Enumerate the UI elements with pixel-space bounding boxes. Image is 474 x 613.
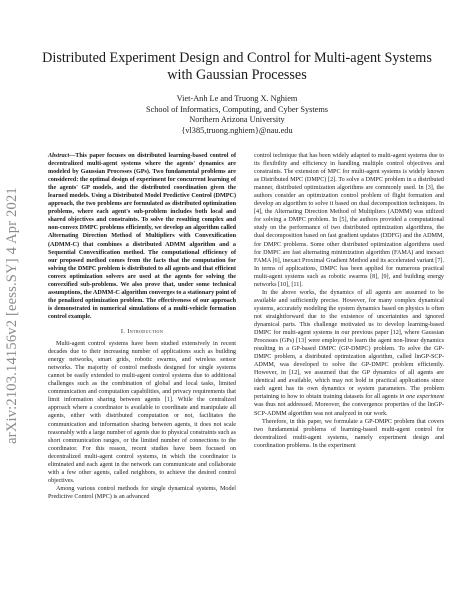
abstract-label: Abstract	[48, 153, 70, 159]
intro-paragraph-4-text-a: In the above works, the dynamics of all agents are assumed to be available and sufficiently precise. However, for many complex dynamical systems, accurately modeling the system dynamics based on physics is often not straightforward due to the existence of uncertainties and ignored dynamical parts. This challenge motivated us to develop learning-based DMPC for multi-agent systems in our previous paper [12], where Gaussian Processes (GPs) [13] were employed to learn the agent non-linear dynamics resulting in a GP-based DMPC (GP-DMPC) problem. To solve the GP-DMPC problem, a distributed optimization algorithm, called linGP-SCP-ADMM, was developed to solve the GP-DMPC problem efficiently. However, in [12], we assumed that the GP dynamics of all agents are identical and available, which may not hold in practical applications since each agent has its own dynamics or system parameters. The problem pertaining to how to obtain training datasets for all agents	[254, 289, 444, 401]
author-names: Viet-Anh Le and Truong X. Nghiem	[176, 94, 298, 103]
paper-title: Distributed Experiment Design and Control for Multi-agent Systems with Gaussian Processes	[42, 50, 432, 83]
author-affiliation-university: Northern Arizona University	[189, 115, 285, 125]
intro-paragraph-4-emphasis: in one experiment	[399, 394, 444, 401]
author-email: {vl385,truong.nghiem}@nau.edu	[181, 125, 293, 135]
intro-paragraph-5: Therefore, in this paper, we formulate a GP-DMPC problem that covers two fundamental problems of learning-based multi-agent control for decentralized multi-agent systems, namely experiment design and coordination problems. In the experiment	[254, 418, 444, 449]
section-heading-introduction: I. Introduction	[120, 327, 164, 335]
abstract-dash: —	[69, 153, 76, 159]
arxiv-stamp	[4, 150, 20, 480]
arxiv-identifier: arXiv:2103.14156v2 [eess.SY] 4 Apr 2021	[3, 186, 20, 444]
intro-paragraph-3: control technique that has been widely adapted to multi-agent systems due to its flexibility and efficiency in handling multiple control objectives and constraints. The extension of MPC for multi-agent systems is widely known as Distributed MPC (DMPC) [2]. To solve a DMPC problem in a distributed manner, distributed optimization algorithms are commonly used. In [3], the authors consider an optimization control problem of flight formation and develop an algorithm to solve it based on dual decomposition techniques. In [4], the Alternating Direction Method of Multipliers (ADMM) was utilized for solving a DMPC problem. In [5], the authors provided a computational study on the performance of two distributed optimization algorithms, the dual decomposition based on fast gradient updates (DDFG) and the ADMM, for DMPC problems. Some other distributed optimization algorithms used for DMPC are fast alternating minimization algorithm (FAMA) and inexact FAMA [6], inexact Proximal Gradient Method and its accelerated variant [7]. In terms of applications, DMPC has been applied for numerous practical multi-agent systems such as robotic swarms [8], [9], and building energy networks [10], [11].	[254, 153, 444, 288]
intro-paragraph-1: Multi-agent control systems have been studied extensively in recent decades due to their increasing number of applications such as building energy networks, smart grids, robotic swarms, and wireless sensor networks. The majority of control methods designed for single systems cannot be easily extended to multi-agent control systems due to additional challenges such as the combination of global and local tasks, limited communication and computation capabilities, and privacy requirements that limit information sharing between agents [1]. While the centralized approach where a coordinator is available to coordinate and manipulate all agents, either with distributed computation or not, facilitates the communication and information sharing between agents, it does not scale reasonably with a large number of agents due to physical constraints such as short communication ranges, or the limited number of connections to the coordinator. For this reason, recent studies have been focused on decentralized multi-agent control systems, in which the coordinator is eliminated and each agent in the network can communicate and collaborate with a few other agents, called neighbors, to achieve the desired control objectives.	[48, 341, 236, 484]
abstract	[48, 152, 236, 321]
intro-paragraph-2: Among various control methods for single dynamical systems, Model Predictive Control (MPC) is an advanced	[48, 485, 236, 500]
author-affiliation-school: School of Informatics, Computing, and Cyber Systems	[145, 104, 329, 114]
left-column	[48, 152, 236, 501]
intro-paragraph-4-text-b: was thus not addressed. Moreover, the convergence properties of the linGP-SCP-ADMM algorithm was not analyzed in our work.	[254, 402, 444, 417]
abstract-text: This paper focuses on distributed learning-based control of decentralized multi-agent systems where the agents' dynamics are modeled by Gaussian Processes (GPs). Two fundamental problems are considered: the optimal design of experiment for concurrent learning of the agents' GP models, and the distributed coordination given the learned models. Using a Distributed Model Predictive Control (DMPC) approach, the two problems are formulated as distributed optimization problems, where each agent's sub-problem includes both local and shared objectives and constraints. To solve the resulting complex and non-convex DMPC problems efficiently, we develop an algorithm called Alternating Direction Method of Multipliers with Convexification (ADMM-C) that combines a distributed ADMM algorithm and a Sequential Convexification method. The computational efficiency of our proposed method comes from the facts that the computation for solving the DMPC problem is distributed to all agents and that efficient convex optimization solvers are used at the agents for solving the convexified sub-problems. We also prove that, under some technical assumptions, the ADMM-C algorithm converges to a stationary point of the penalized optimization problem. The effectiveness of our approach is demonstrated in numerical simulations of a multi-vehicle formation control example.	[48, 153, 236, 320]
intro-paragraph-4	[254, 289, 444, 418]
author-block	[60, 94, 414, 136]
right-column	[254, 152, 444, 450]
